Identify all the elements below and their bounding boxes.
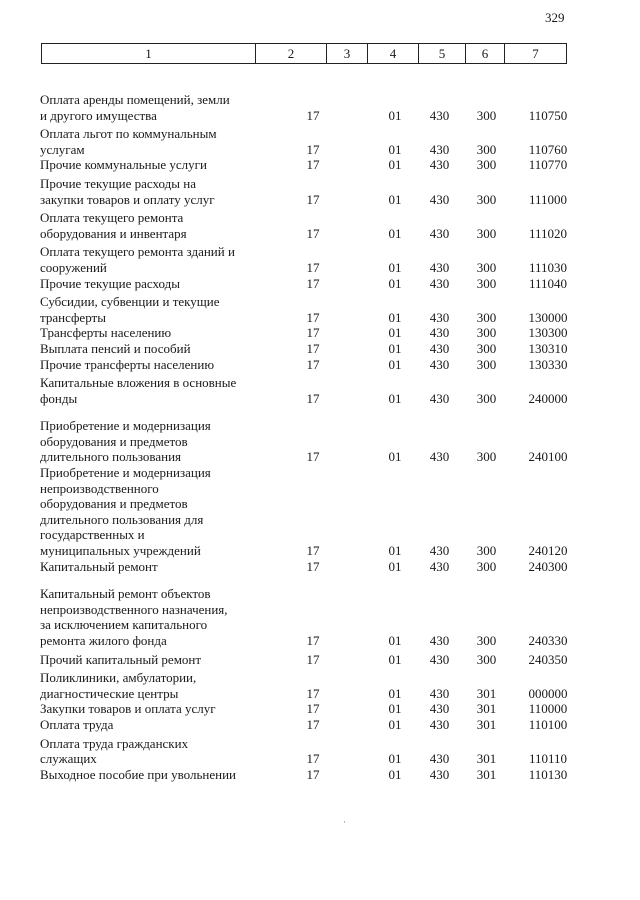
row-code-3: 17 [306,356,320,372]
row-code-7: 111030 [528,259,568,275]
row-name: Оплата труда гражданских служащих [40,735,189,767]
row-code-4: 01 [388,449,402,465]
row-code-4: 01 [388,751,402,767]
column-header-1: 1 [42,44,256,64]
row-code-7: 110130 [528,766,568,782]
row-code-5: 430 [429,309,450,325]
row-name: Поликлиники, амбулатории, диагностические центры [40,670,197,701]
table-row [40,126,580,157]
row-code-3: 17 [306,716,320,732]
table-row [40,176,580,207]
row-code-7: 130330 [528,356,568,372]
row-code-6: 300 [476,633,497,648]
row-code-3: 17 [306,390,320,406]
row-code-4: 01 [388,356,402,372]
row-name: Капитальные вложения в основные фонды [40,375,237,406]
row-code-6: 300 [476,259,497,275]
row-code-5: 430 [429,716,450,732]
row-code-3: 17 [306,107,320,123]
row-code-6: 300 [476,340,497,356]
row-code-3: 17 [306,766,320,782]
row-code-3: 17 [306,225,320,241]
row-code-6: 300 [476,543,497,559]
table-row [40,670,580,701]
row-code-3: 17 [306,275,320,291]
table-row [40,717,580,733]
row-name: Оплата текущего ремонта оборудования и инвентаря [40,210,187,241]
row-code-5: 430 [429,356,450,372]
row-name: Капитальный ремонт объектов непроизводственного назначения, за исключением капитального ремонта жилого фонда [40,586,228,648]
row-code-7: 110760 [528,141,568,157]
row-code-7: 130300 [528,325,568,341]
row-code-7: 240300 [528,558,568,574]
row-code-7: 240350 [528,651,568,667]
row-code-5: 430 [429,141,450,157]
row-name: Приобретение и модернизация непроизводственного оборудования и предметов длительного пользования для государственных и муниципальных учреждений [40,465,211,559]
row-code-3: 17 [306,141,320,157]
row-code-7: 110110 [528,751,568,767]
row-code-5: 430 [429,449,450,465]
row-code-3: 17 [306,340,320,356]
row-code-4: 01 [388,543,402,559]
row-name: Прочие коммунальные услуги [40,157,207,173]
row-code-6: 301 [476,751,497,767]
row-name: Капитальный ремонт [40,558,158,574]
row-code-7: 111020 [528,225,568,241]
row-name: Выходное пособие при увольнении [40,766,236,782]
row-name: Прочие текущие расходы на закупки товаров и оплату услуг [40,175,215,207]
table-row [40,701,580,717]
row-name: Прочие трансферты населению [40,356,215,372]
row-code-6: 301 [476,766,497,782]
row-code-6: 300 [476,309,497,325]
row-name: Оплата аренды помещений, земли и другого имущества [40,92,230,123]
row-name: Оплата текущего ремонта зданий и сооружений [40,244,235,275]
row-code-4: 01 [388,275,402,291]
row-code-3: 17 [306,309,320,325]
table-row [40,341,580,357]
row-code-6: 300 [476,325,497,341]
table-row [40,375,580,406]
row-code-4: 01 [388,157,402,173]
row-name: Оплата льгот по коммунальным услугам [40,126,217,157]
column-header-table [41,43,567,64]
row-code-6: 300 [476,275,497,291]
row-code-5: 430 [429,325,450,341]
table-row [40,357,580,373]
row-code-4: 01 [388,390,402,406]
table-row [40,736,580,767]
table-row [40,559,580,575]
row-code-5: 430 [429,651,450,667]
row-code-4: 01 [388,340,402,356]
row-code-3: 17 [306,701,320,717]
row-code-4: 01 [388,325,402,341]
row-name: Прочие текущие расходы [40,275,180,291]
row-code-6: 301 [476,685,497,701]
table-row [40,244,580,275]
column-header-2: 2 [256,44,327,64]
row-code-5: 430 [429,633,450,648]
row-code-3: 17 [306,191,320,207]
row-code-7: 110000 [528,701,568,717]
row-code-4: 01 [388,716,402,732]
row-code-6: 300 [476,191,497,207]
row-code-5: 430 [429,340,450,356]
row-code-6: 300 [476,157,497,173]
row-code-5: 430 [429,558,450,574]
row-code-3: 17 [306,259,320,275]
row-code-4: 01 [388,225,402,241]
row-code-7: 110100 [528,716,568,732]
budget-rows [40,92,580,782]
row-code-7: 240330 [528,633,568,648]
row-code-5: 430 [429,275,450,291]
row-name: Трансферты населению [40,325,172,341]
column-header-7: 7 [505,44,567,64]
row-code-7: 111040 [528,275,568,291]
row-code-3: 17 [306,633,320,648]
row-code-3: 17 [306,685,320,701]
row-code-5: 430 [429,107,450,123]
row-name: Прочий капитальный ремонт [40,651,202,667]
row-code-4: 01 [388,685,402,701]
row-code-6: 301 [476,701,497,717]
row-code-3: 17 [306,651,320,667]
row-code-3: 17 [306,449,320,465]
row-code-5: 430 [429,390,450,406]
row-name: Оплата труда [40,716,114,732]
row-code-4: 01 [388,259,402,275]
table-row [40,586,580,648]
row-code-4: 01 [388,633,402,648]
row-code-6: 300 [476,107,497,123]
table-row [40,465,580,559]
table-row [40,325,580,341]
row-code-6: 300 [476,356,497,372]
row-code-5: 430 [429,701,450,717]
row-code-3: 17 [306,157,320,173]
row-code-4: 01 [388,651,402,667]
row-code-4: 01 [388,558,402,574]
row-code-5: 430 [429,766,450,782]
row-code-3: 17 [306,325,320,341]
row-code-6: 300 [476,651,497,667]
row-name: Приобретение и модернизация оборудования и предметов длительного пользования [40,418,211,465]
row-code-7: 240000 [528,390,568,406]
column-header-row [42,44,567,64]
page-number: 329 [545,10,565,25]
table-row [40,294,580,325]
column-header-3: 3 [327,44,368,64]
table-row [40,418,580,465]
row-code-4: 01 [388,309,402,325]
column-header-5: 5 [419,44,466,64]
row-code-7: 130000 [528,309,568,325]
row-code-5: 430 [429,685,450,701]
table-row [40,652,580,668]
table-row [40,767,580,783]
row-code-4: 01 [388,141,402,157]
table-row [40,157,580,173]
row-code-4: 01 [388,191,402,207]
column-header-4: 4 [368,44,419,64]
row-code-4: 01 [388,766,402,782]
row-code-6: 300 [476,558,497,574]
table-row [40,210,580,241]
row-code-7: 240100 [528,449,568,465]
row-code-7: 000000 [528,685,568,701]
row-code-6: 300 [476,390,497,406]
row-code-5: 430 [429,157,450,173]
row-code-7: 110750 [528,107,568,123]
row-code-7: 111000 [528,191,568,207]
row-code-3: 17 [306,751,320,767]
row-name: Закупки товаров и оплата услуг [40,701,216,717]
row-code-7: 240120 [528,543,568,559]
row-name: Субсидии, субвенции и текущие трансферты [40,294,220,325]
row-code-7: 130310 [528,340,568,356]
row-code-5: 430 [429,543,450,559]
row-name: Выплата пенсий и пособий [40,340,191,356]
scan-speck: · [343,817,346,827]
row-code-5: 430 [429,259,450,275]
row-code-6: 300 [476,141,497,157]
row-code-4: 01 [388,107,402,123]
row-code-3: 17 [306,558,320,574]
row-code-5: 430 [429,191,450,207]
table-row [40,276,580,292]
row-code-7: 110770 [528,157,568,173]
table-row [40,92,580,123]
row-code-6: 300 [476,449,497,465]
column-header-6: 6 [466,44,505,64]
row-code-5: 430 [429,225,450,241]
row-code-4: 01 [388,701,402,717]
row-code-5: 430 [429,751,450,767]
row-code-6: 301 [476,716,497,732]
row-code-3: 17 [306,543,320,559]
row-code-6: 300 [476,225,497,241]
